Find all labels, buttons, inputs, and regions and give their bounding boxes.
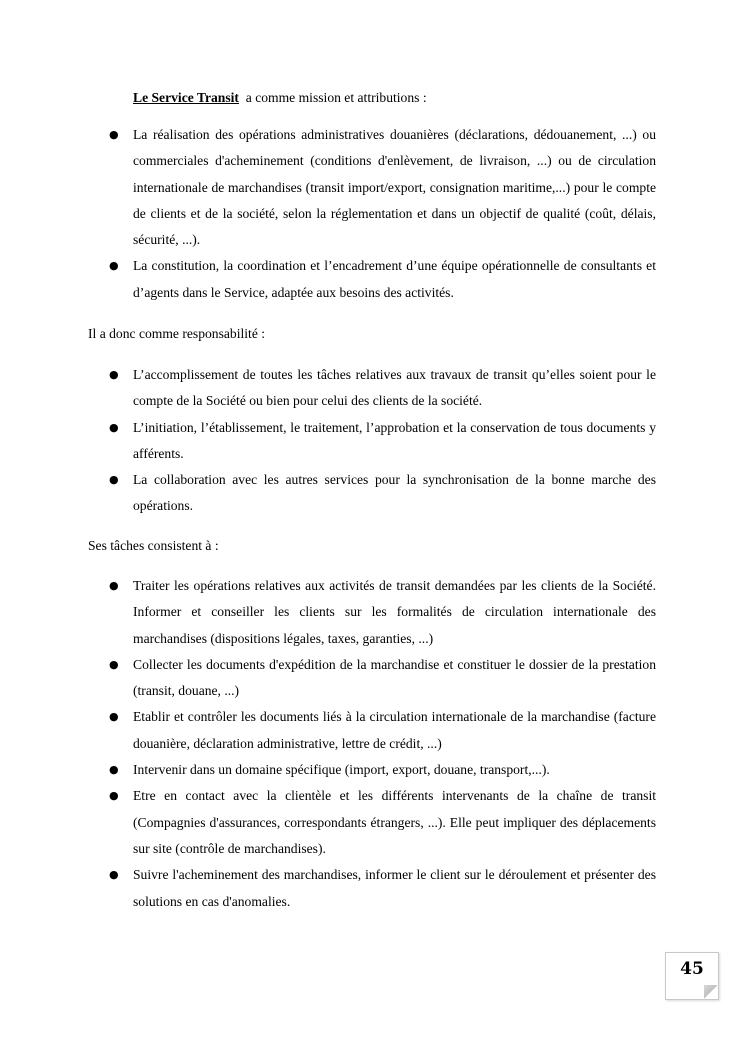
list-item: ● Intervenir dans un domaine spécifique (import, export, douane, transport,...).: [0, 757, 744, 783]
bullet-icon: ●: [109, 763, 119, 777]
intro-text: a comme mission et attributions :: [245, 90, 427, 105]
bullet-icon: ●: [109, 789, 119, 803]
bullet-icon: ●: [109, 657, 119, 671]
responsibility-heading: Il a donc comme responsabilité :: [88, 326, 266, 341]
bullet-icon: ●: [109, 128, 119, 141]
list-item: ● L’initiation, l’établissement, le traitement, l’approbation et la conservation de tous documents y afférents.: [0, 415, 744, 468]
bullet-icon: ●: [109, 259, 119, 273]
bullet-icon: ●: [109, 868, 119, 882]
page-number: 45: [680, 959, 704, 979]
page-number-box: [665, 952, 719, 1000]
list-item: ● La réalisation des opérations administratives douanières (déclarations, dédouanement, ...) ou commerciales d'acheminement (conditions d'enlèvement, de livraison, ...) ou de circulation internationale de marchandises (transit import/export, consignation maritime,...) pour le compte de clients et de la société, selon la réglementation et dans un objectif de qualité (coût, délais, sécurité, ...).: [0, 122, 744, 253]
responsibility-list: [0, 362, 744, 520]
list-item: ● La collaboration avec les autres services pour la synchronisation de la bonne marche des opérations.: [0, 467, 744, 520]
bullet-icon: ●: [109, 420, 119, 434]
page-curl-icon: [704, 985, 718, 999]
mission-list: [0, 122, 744, 306]
bullet-icon: ●: [109, 473, 119, 487]
bullet-icon: ●: [109, 710, 119, 724]
list-item: ● Suivre l'acheminement des marchandises, informer le client sur le déroulement et présenter des solutions en cas d'anomalies.: [0, 862, 744, 915]
list-item: ● Traiter les opérations relatives aux activités de transit demandées par les clients de la Société. Informer et conseiller les clients sur les formalités de circulation internationale des marchandises (dispositions légales, taxes, garanties, ...): [0, 573, 744, 652]
tasks-heading: Ses tâches consistent à :: [88, 538, 219, 553]
list-item: ● Etre en contact avec la clientèle et les différents intervenants de la chaîne de transit (Compagnies d'assurances, correspondants étrangers, ...). Elle peut impliquer des déplacements sur site (contrôle de marchandises).: [0, 783, 744, 862]
service-title: Le Service Transit: [133, 90, 239, 105]
list-item: ● L’accomplissement de toutes les tâches relatives aux travaux de transit qu’elles soient pour le compte de la Société ou bien pour celui des clients de la société.: [0, 362, 744, 415]
tasks-list: [0, 573, 744, 915]
bullet-icon: ●: [109, 579, 119, 592]
list-item: ● Etablir et contrôler les documents liés à la circulation internationale de la marchandise (facture douanière, déclaration administrative, lettre de crédit, ...): [0, 704, 744, 757]
intro-line: [133, 88, 653, 108]
bullet-icon: ●: [109, 368, 119, 381]
list-item: ● Collecter les documents d'expédition de la marchandise et constituer le dossier de la prestation (transit, douane, ...): [0, 652, 744, 705]
list-item: ● La constitution, la coordination et l’encadrement d’une équipe opérationnelle de consultants et d’agents dans le Service, adaptée aux besoins des activités.: [0, 253, 744, 306]
